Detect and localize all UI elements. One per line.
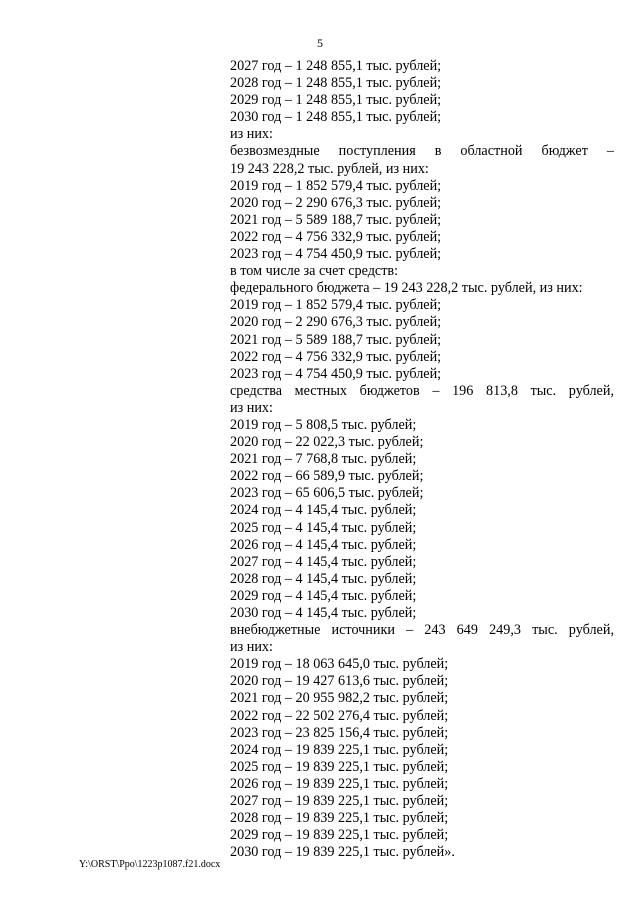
- text-line: 2020 год – 2 290 676,3 тыс. рублей;: [230, 194, 442, 211]
- text-line: безвозмездные поступления в областной бюджет –: [230, 143, 614, 160]
- text-line: 2021 год – 5 589 188,7 тыс. рублей;: [230, 211, 442, 228]
- text-line: 2025 год – 4 145,4 тыс. рублей;: [230, 519, 417, 536]
- text-line: 2020 год – 2 290 676,3 тыс. рублей;: [230, 314, 442, 331]
- text-line: 2022 год – 22 502 276,4 тыс. рублей;: [230, 707, 449, 724]
- text-line: 2022 год – 4 756 332,9 тыс. рублей;: [230, 228, 442, 245]
- text-line: 2027 год – 4 145,4 тыс. рублей;: [230, 553, 417, 570]
- text-line: 2023 год – 4 754 450,9 тыс. рублей;: [230, 365, 442, 382]
- text-line: 2021 год – 7 768,8 тыс. рублей;: [230, 451, 417, 468]
- text-line: внебюджетные источники – 243 649 249,3 тыс. рублей,: [230, 622, 614, 639]
- text-line: 2029 год – 1 248 855,1 тыс. рублей;: [230, 92, 442, 109]
- text-line: 2021 год – 5 589 188,7 тыс. рублей;: [230, 331, 442, 348]
- text-line: 2027 год – 19 839 225,1 тыс. рублей;: [230, 793, 449, 810]
- text-line: из них:: [230, 639, 273, 656]
- text-line: 2020 год – 19 427 613,6 тыс. рублей;: [230, 673, 449, 690]
- text-line: 2028 год – 1 248 855,1 тыс. рублей;: [230, 75, 442, 92]
- text-line: 19 243 228,2 тыс. рублей, из них:: [230, 160, 429, 177]
- text-line: 2024 год – 4 145,4 тыс. рублей;: [230, 502, 417, 519]
- text-line: 2025 год – 19 839 225,1 тыс. рублей;: [230, 758, 449, 775]
- page-number: 5: [317, 36, 323, 50]
- text-line: 2026 год – 19 839 225,1 тыс. рублей;: [230, 775, 449, 792]
- text-line: 2026 год – 4 145,4 тыс. рублей;: [230, 536, 417, 553]
- text-line: 2028 год – 19 839 225,1 тыс. рублей;: [230, 810, 449, 827]
- document-body: [230, 58, 614, 861]
- text-line: 2019 год – 1 852 579,4 тыс. рублей;: [230, 177, 442, 194]
- text-line: 2022 год – 66 589,9 тыс. рублей;: [230, 468, 424, 485]
- text-line: 2030 год – 1 248 855,1 тыс. рублей;: [230, 109, 442, 126]
- text-line: 2021 год – 20 955 982,2 тыс. рублей;: [230, 690, 449, 707]
- text-line: 2020 год – 22 022,3 тыс. рублей;: [230, 434, 424, 451]
- text-line: 2022 год – 4 756 332,9 тыс. рублей;: [230, 348, 442, 365]
- text-line: 2029 год – 19 839 225,1 тыс. рублей;: [230, 827, 449, 844]
- text-line: 2030 год – 19 839 225,1 тыс. рублей».: [230, 844, 455, 861]
- text-line: 2027 год – 1 248 855,1 тыс. рублей;: [230, 58, 442, 74]
- text-line: федерального бюджета – 19 243 228,2 тыс. рублей, из них:: [230, 280, 583, 297]
- text-line: 2019 год – 18 063 645,0 тыс. рублей;: [230, 656, 449, 673]
- text-line: 2029 год – 4 145,4 тыс. рублей;: [230, 587, 417, 604]
- text-line: 2028 год – 4 145,4 тыс. рублей;: [230, 570, 417, 587]
- text-line: из них:: [230, 126, 273, 143]
- text-line: в том числе за счет средств:: [230, 263, 399, 280]
- text-line: из них:: [230, 399, 273, 416]
- text-line: 2023 год – 65 606,5 тыс. рублей;: [230, 485, 424, 502]
- text-line: 2023 год – 23 825 156,4 тыс. рублей;: [230, 724, 449, 741]
- text-line: 2024 год – 19 839 225,1 тыс. рублей;: [230, 741, 449, 758]
- text-line: 2023 год – 4 754 450,9 тыс. рублей;: [230, 246, 442, 263]
- text-line: средства местных бюджетов – 196 813,8 тыс. рублей,: [230, 382, 614, 399]
- text-line: 2030 год – 4 145,4 тыс. рублей;: [230, 605, 417, 621]
- text-line: 2019 год – 1 852 579,4 тыс. рублей;: [230, 297, 442, 314]
- text-line: 2019 год – 5 808,5 тыс. рублей;: [230, 416, 417, 433]
- footer-file-path: Y:\ORST\Ppo\1223p1087.f21.docx: [79, 859, 221, 870]
